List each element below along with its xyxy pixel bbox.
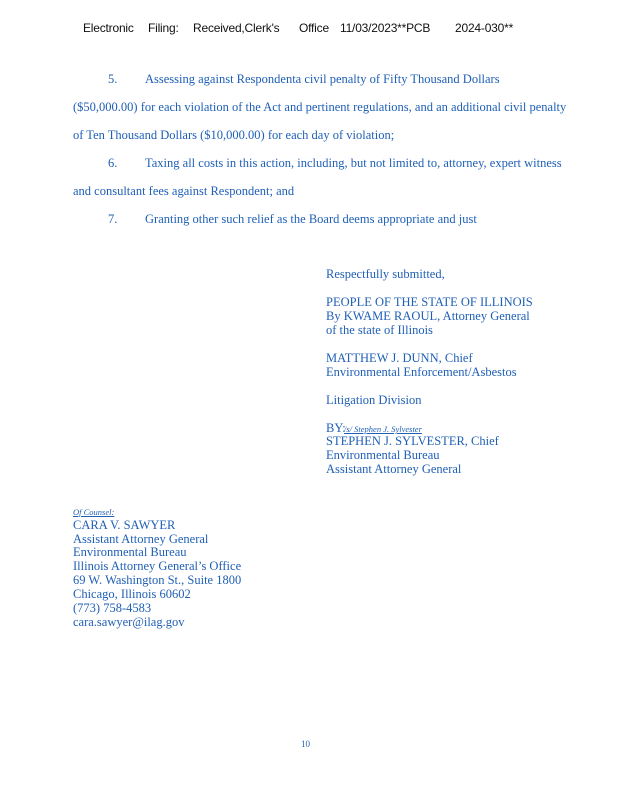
item-5-line-3: of Ten Thousand Dollars ($10,000.00) for each day of violation; (73, 128, 395, 142)
header-electronic: Electronic (83, 21, 134, 35)
item-5-line-1: Assessing against Respondenta civil penalty of Fifty Thousand Dollars (145, 72, 500, 86)
dunn-line: MATTHEW J. DUNN, Chief (326, 351, 473, 365)
item-7-number: 7. (108, 212, 118, 226)
counsel-office: Illinois Attorney General’s Office (73, 559, 242, 573)
counsel-bureau: Environmental Bureau (73, 545, 187, 559)
counsel-name: CARA V. SAWYER (73, 518, 176, 532)
item-6-line-1: Taxing all costs in this action, including, but not limited to, attorney, expert witness (145, 156, 562, 170)
by-label: BY: (326, 421, 346, 435)
item-6-line-2: and consultant fees against Respondent; and (73, 184, 295, 198)
counsel-address: 69 W. Washington St., Suite 1800 (73, 573, 242, 587)
item-7-line-1: Granting other such relief as the Board deems appropriate and just (145, 212, 477, 226)
page-number: 10 (301, 739, 310, 749)
counsel-email[interactable]: cara.sawyer@ilag.gov (73, 615, 185, 629)
state-of-illinois-line: of the state of Illinois (326, 323, 433, 337)
item-6-number: 6. (108, 156, 118, 170)
sylvester-line: STEPHEN J. SYLVESTER, Chief (326, 434, 499, 448)
header-received: Received,Clerk's (193, 21, 280, 35)
item-5-line-2: ($50,000.00) for each violation of the Act and pertinent regulations, and an additional civil penalty (73, 100, 567, 114)
people-of-state: PEOPLE OF THE STATE OF ILLINOIS (326, 295, 533, 309)
counsel-city: Chicago, Illinois 60602 (73, 587, 191, 601)
environmental-bureau-line: Environmental Bureau (326, 448, 440, 462)
enforcement-line: Environmental Enforcement/Asbestos (326, 365, 517, 379)
header-docket: 2024-030** (455, 21, 514, 35)
header-date: 11/03/2023**PCB (340, 21, 431, 35)
electronic-signature: /s/ Stephen J. Sylvester (344, 424, 422, 434)
aag-line: Assistant Attorney General (326, 462, 462, 476)
respectfully-submitted: Respectfully submitted, (326, 267, 445, 281)
litigation-division: Litigation Division (326, 393, 422, 407)
counsel-phone: (773) 758-4583 (73, 601, 152, 615)
counsel-title: Assistant Attorney General (73, 532, 209, 546)
item-5-number: 5. (108, 72, 118, 86)
of-counsel-label: Of Counsel: (73, 507, 115, 517)
header-filing: Filing: (148, 21, 179, 35)
attorney-general-line: By KWAME RAOUL, Attorney General (326, 309, 530, 323)
header-office: Office (299, 21, 329, 35)
